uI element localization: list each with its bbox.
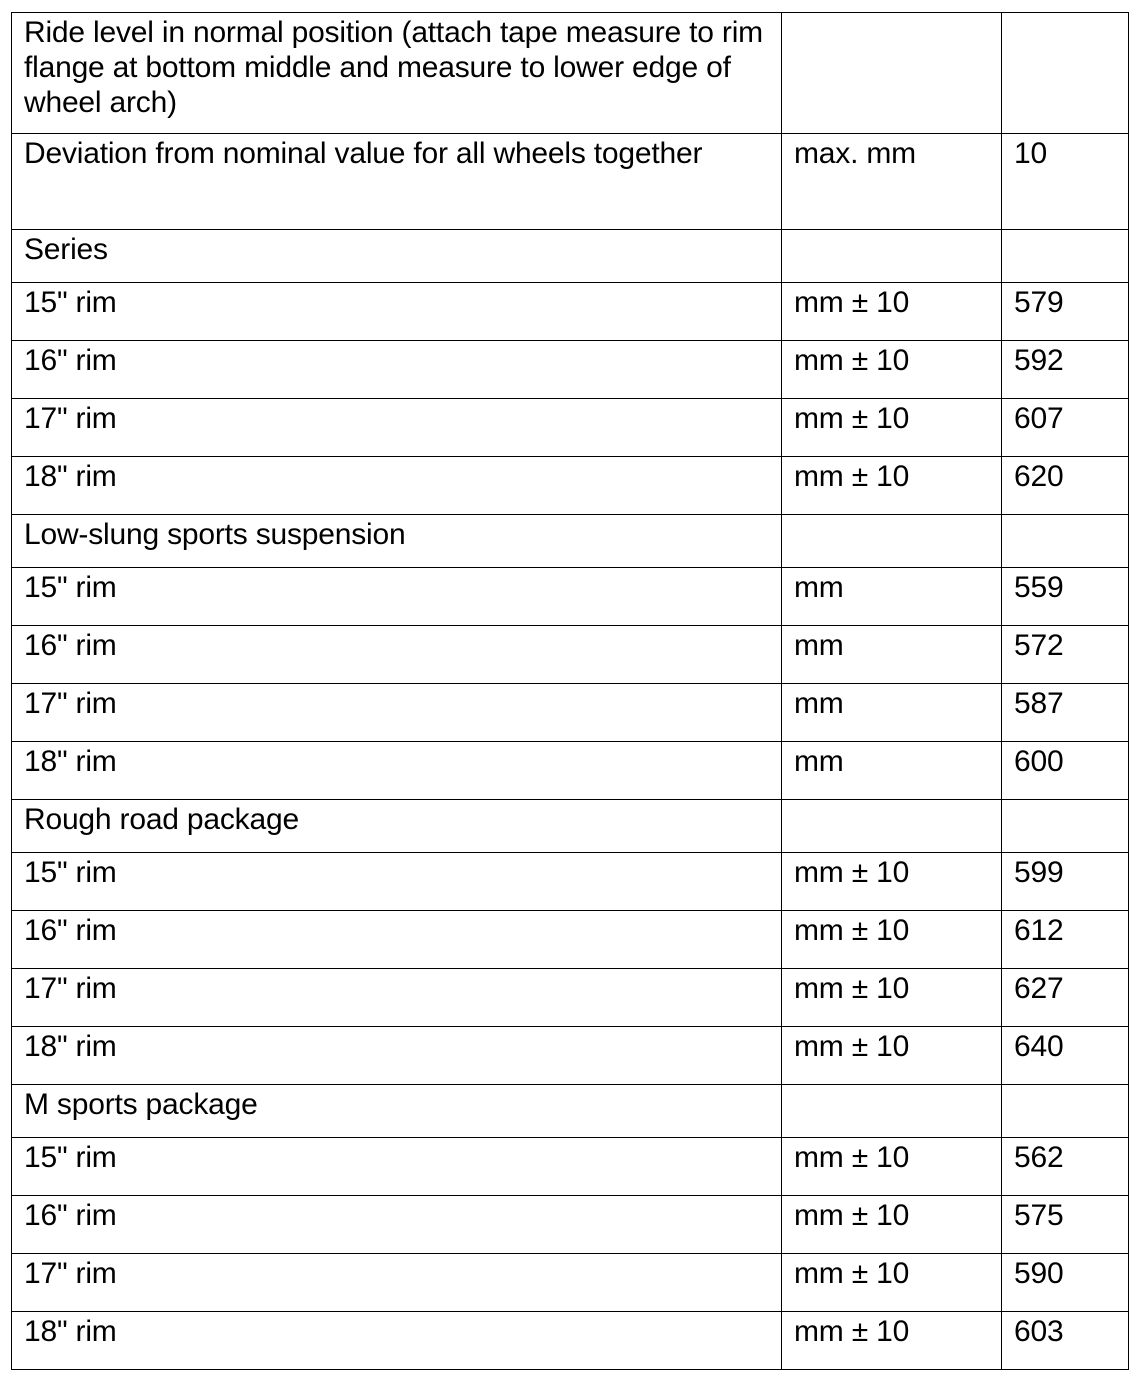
unit-tolerance: mm ± 10 <box>782 1254 1002 1312</box>
section-heading-value-cell <box>1002 515 1129 568</box>
nominal-value: 627 <box>1002 969 1129 1027</box>
table-row <box>12 911 1129 969</box>
table-row <box>12 1312 1129 1370</box>
unit-tolerance: mm <box>782 742 1002 800</box>
table-row <box>12 969 1129 1027</box>
unit-tolerance: mm ± 10 <box>782 1138 1002 1196</box>
section-heading-row <box>12 515 1129 568</box>
deviation-row <box>12 134 1129 230</box>
nominal-value: 562 <box>1002 1138 1129 1196</box>
unit-tolerance: mm <box>782 568 1002 626</box>
nominal-value: 590 <box>1002 1254 1129 1312</box>
rim-size-label: 18" rim <box>12 457 782 515</box>
table-row <box>12 457 1129 515</box>
section-heading-row <box>12 1085 1129 1138</box>
unit-tolerance: mm ± 10 <box>782 399 1002 457</box>
nominal-value: 599 <box>1002 853 1129 911</box>
rim-size-label: 17" rim <box>12 399 782 457</box>
section-heading-value-cell <box>1002 230 1129 283</box>
unit-tolerance: mm ± 10 <box>782 1312 1002 1370</box>
deviation-value: 10 <box>1002 134 1129 230</box>
rim-size-label: 18" rim <box>12 1312 782 1370</box>
nominal-value: 579 <box>1002 283 1129 341</box>
intro-label: Ride level in normal position (attach tape measure to rim flange at bottom middle and measure to lower edge of wheel arch) <box>12 13 782 134</box>
table-row <box>12 684 1129 742</box>
unit-tolerance: mm ± 10 <box>782 283 1002 341</box>
nominal-value: 559 <box>1002 568 1129 626</box>
unit-tolerance: mm ± 10 <box>782 853 1002 911</box>
section-heading-value-cell <box>1002 800 1129 853</box>
table-row <box>12 568 1129 626</box>
nominal-value: 607 <box>1002 399 1129 457</box>
section-heading: M sports package <box>12 1085 782 1138</box>
unit-tolerance: mm ± 10 <box>782 341 1002 399</box>
section-heading-unit-cell <box>782 1085 1002 1138</box>
section-heading: Rough road package <box>12 800 782 853</box>
rim-size-label: 17" rim <box>12 1254 782 1312</box>
unit-tolerance: mm <box>782 626 1002 684</box>
table-row <box>12 283 1129 341</box>
rim-size-label: 15" rim <box>12 1138 782 1196</box>
section-heading-row <box>12 800 1129 853</box>
deviation-label: Deviation from nominal value for all wheels together <box>12 134 782 230</box>
table-row <box>12 341 1129 399</box>
nominal-value: 612 <box>1002 911 1129 969</box>
unit-tolerance: mm <box>782 684 1002 742</box>
rim-size-label: 16" rim <box>12 341 782 399</box>
rim-size-label: 15" rim <box>12 283 782 341</box>
table-row <box>12 742 1129 800</box>
nominal-value: 592 <box>1002 341 1129 399</box>
ride-level-table <box>11 12 1129 1370</box>
table-row <box>12 1196 1129 1254</box>
table-row <box>12 853 1129 911</box>
rim-size-label: 17" rim <box>12 684 782 742</box>
nominal-value: 640 <box>1002 1027 1129 1085</box>
nominal-value: 600 <box>1002 742 1129 800</box>
unit-tolerance: mm ± 10 <box>782 911 1002 969</box>
rim-size-label: 17" rim <box>12 969 782 1027</box>
rim-size-label: 16" rim <box>12 1196 782 1254</box>
rim-size-label: 15" rim <box>12 853 782 911</box>
table-body <box>12 13 1129 1370</box>
rim-size-label: 18" rim <box>12 1027 782 1085</box>
nominal-value: 587 <box>1002 684 1129 742</box>
intro-unit-cell <box>782 13 1002 134</box>
intro-value-cell <box>1002 13 1129 134</box>
section-heading-unit-cell <box>782 800 1002 853</box>
section-heading-unit-cell <box>782 515 1002 568</box>
table-row <box>12 1254 1129 1312</box>
nominal-value: 620 <box>1002 457 1129 515</box>
rim-size-label: 16" rim <box>12 911 782 969</box>
nominal-value: 575 <box>1002 1196 1129 1254</box>
unit-tolerance: mm ± 10 <box>782 1196 1002 1254</box>
section-heading-unit-cell <box>782 230 1002 283</box>
section-heading-row <box>12 230 1129 283</box>
table-row <box>12 1138 1129 1196</box>
nominal-value: 572 <box>1002 626 1129 684</box>
section-heading: Series <box>12 230 782 283</box>
rim-size-label: 15" rim <box>12 568 782 626</box>
rim-size-label: 18" rim <box>12 742 782 800</box>
table-row <box>12 1027 1129 1085</box>
unit-tolerance: mm ± 10 <box>782 1027 1002 1085</box>
rim-size-label: 16" rim <box>12 626 782 684</box>
intro-row <box>12 13 1129 134</box>
table-row <box>12 626 1129 684</box>
table-row <box>12 399 1129 457</box>
section-heading: Low-slung sports suspension <box>12 515 782 568</box>
unit-tolerance: mm ± 10 <box>782 457 1002 515</box>
nominal-value: 603 <box>1002 1312 1129 1370</box>
deviation-unit: max. mm <box>782 134 1002 230</box>
unit-tolerance: mm ± 10 <box>782 969 1002 1027</box>
section-heading-value-cell <box>1002 1085 1129 1138</box>
